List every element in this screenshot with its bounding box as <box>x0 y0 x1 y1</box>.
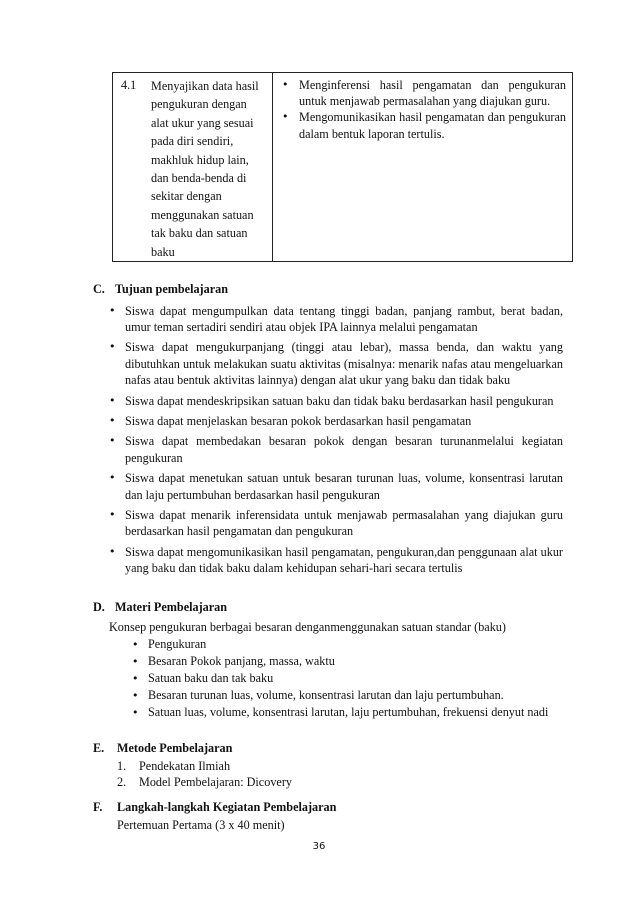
list-item: • Pengukuran <box>93 636 563 653</box>
list-item: • Satuan baku dan tak baku <box>93 670 563 687</box>
list-item: 1. Pendekatan Ilmiah <box>117 758 231 773</box>
section-heading: D. Materi Pembelajaran <box>93 599 563 617</box>
table-row <box>113 73 573 262</box>
materials-list <box>93 636 563 721</box>
section-objectives <box>93 281 563 581</box>
list-item: • Siswa dapat mengukurpanjang (tinggi atau lebar), massa benda, dan waktu yang dibutuhkan untuk melakukan suatu aktivitas (misalnya: menarik nafas atau mengeluarkan nafas atau bentuk aktivitas lainnya) dengan alat ukur yang baku dan tidak baku <box>93 339 563 388</box>
section-title: Langkah-langkah Kegiatan Pembelajaran <box>117 800 337 814</box>
indicator-cell <box>273 73 573 262</box>
competency-table <box>112 72 573 262</box>
list-item: • Siswa dapat menetukan satuan untuk besaran turunan luas, volume, konsentrasi larutan dan laju pertumbuhan berdasarkan hasil pengukuran <box>93 470 563 503</box>
list-item: • Satuan luas, volume, konsentrasi larutan, laju pertumbuhan, frekuensi denyut nadi <box>93 704 563 721</box>
list-item: • Siswa dapat mengumpulkan data tentang tinggi badan, panjang rambut, berat badan, umur teman sertadiri sendiri atau objek IPA lainnya melalui pengamatan <box>93 303 563 336</box>
section-steps <box>93 799 563 834</box>
section-title: Metode Pembelajaran <box>117 741 233 755</box>
indicator-list <box>279 77 566 142</box>
list-item: • Besaran turunan luas, volume, konsentrasi larutan dan laju pertumbuhan. <box>93 687 563 704</box>
page-number: 36 <box>312 841 326 852</box>
competency-number: 4.1 <box>121 78 137 92</box>
list-item: • Siswa dapat menjelaskan besaran pokok berdasarkan hasil pengamatan <box>93 413 563 429</box>
materials-intro: Konsep pengukuran berbagai besaran denganmenggunakan satuan standar (baku) <box>109 619 506 634</box>
section-heading: E. Metode Pembelajaran <box>93 740 563 758</box>
basic-competency-cell <box>113 73 273 262</box>
section-title: Materi Pembelajaran <box>115 600 228 614</box>
list-item: • Besaran Pokok panjang, massa, waktu <box>93 653 563 670</box>
section-methods <box>93 740 563 791</box>
section-heading: F. Langkah-langkah Kegiatan Pembelajaran <box>93 799 563 817</box>
section-heading: C. Tujuan pembelajaran <box>93 281 563 299</box>
list-item: 2. Model Pembelajaran: Dicovery <box>117 775 292 790</box>
list-item: • Siswa dapat menarik inferensidata untuk menjawab permasalahan yang diajukan guru berdasarkan hasil pengamatan dan pengukuran <box>93 507 563 540</box>
list-item: • Siswa dapat mendeskripsikan satuan baku dan tidak baku berdasarkan hasil pengukuran <box>93 393 563 409</box>
section-materials <box>93 599 563 721</box>
list-item: • Siswa dapat membedakan besaran pokok dengan besaran turunanmelalui kegiatan pengukuran <box>93 433 563 466</box>
list-item: • Menginferensi hasil pengamatan dan pengukuran untuk menjawab permasalahan yang diajukan guru. <box>279 77 566 109</box>
methods-list <box>93 758 563 791</box>
section-title: Tujuan pembelajaran <box>115 282 228 296</box>
list-item: • Siswa dapat mengomunikasikan hasil pengamatan, pengukuran,dan penggunaan alat ukur yang baku dan tidak baku dalam kehidupan sehari-hari secara tertulis <box>93 544 563 577</box>
meeting-subtitle: Pertemuan Pertama (3 x 40 menit) <box>117 817 285 832</box>
list-item: • Mengomunikasikan hasil pengamatan dan pengukuran dalam bentuk laporan tertulis. <box>279 109 566 141</box>
objectives-list <box>93 303 563 577</box>
competency-text: Menyajikan data hasil pengukuran dengan alat ukur yang sesuai pada diri sendiri, makhluk hidup lain, dan benda-benda di sekitar dengan menggunakan satuan tak baku dan satuan baku <box>151 79 259 259</box>
